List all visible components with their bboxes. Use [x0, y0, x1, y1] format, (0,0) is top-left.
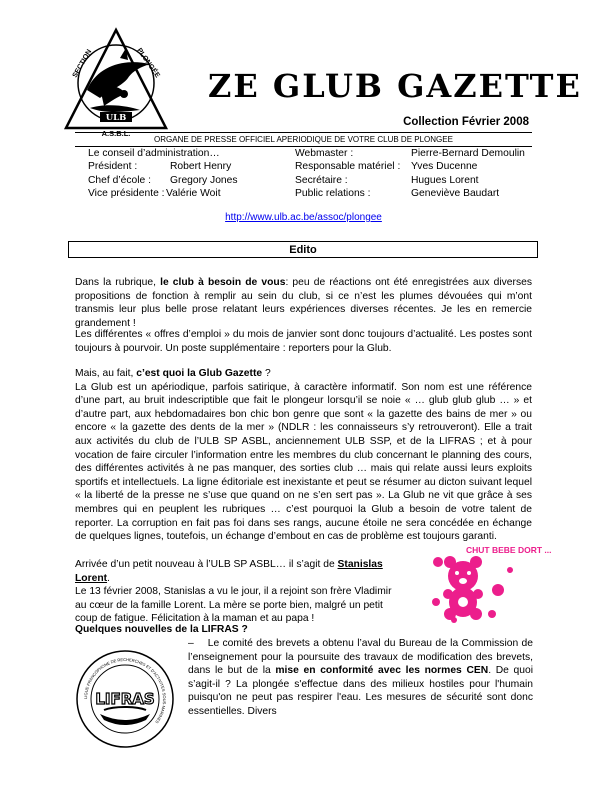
header-divider-top — [75, 132, 532, 133]
paragraph-text: : peu de réactions ont été enregistrées aux diverses propositions de fonction à remplir au sein du club, si ce n’est les plumes dévouées qui m’ont transmis leur plus belle prose relatant leurs expériences diverses récentes. Je les en remercie grandement ! — [75, 277, 532, 329]
paragraph-lifras — [188, 637, 533, 719]
staff-person: Gregory Jones — [170, 174, 238, 186]
paragraph-text: Dans la rubrique, — [75, 277, 161, 288]
staff-row — [88, 174, 538, 187]
paragraph-text: La Glub est un apériodique, parfois satirique, à caractère informatif. Son nom est une référence d’une part, au bruit indescriptible que fait le plongeur lorsqu’il se noie « … glub glub glub … » et d’autre part, aux hebdomadaires bon chic bon genre que sont « la gazette des bains de mer » ou encore « la gazette des dents de la mer » (NDLR : les connaisseurs s’y retrouveront). Elle a trait aux activités du club de l’ULB SP ASBL, anciennement ULB SSP, et de la LIFRAS ; et à pour vocation de faire circuler l’information entre les membres du club concernant le planning des cours, des différentes activités à ne pas manquer, des sorties club … mais qui relate aussi leurs exploits sportifs et intellectuels. La ligne éditoriale est inexistante et peut se résumer au dicton suivant lequel « la liberté de la presse ne s’use que quand on ne s’en sert pas ». La Glub ne vit que grâce à ses membres qui en peuplent les rubriques … c’est pourquoi la Glub a besoin de votre talent de reporter. La corruption en fait pas foi dans ses rangs, aucune étoile ne sera concédée en échange de quelques lignes, toutefois, un échange d’embout en cas de problème est toujours garanti. — [75, 381, 532, 543]
staff-row — [88, 187, 538, 200]
staff-person: Hugues Lorent — [411, 174, 479, 186]
edito-heading: Edito — [68, 241, 538, 258]
staff-person: Yves Ducenne — [411, 161, 478, 173]
teddy-bear-icon — [432, 556, 513, 623]
staff-person: Geneviève Baudart — [411, 188, 500, 200]
staff-row — [88, 147, 538, 160]
staff-role: Secrétaire : — [295, 174, 348, 186]
paragraph-help-wanted — [75, 276, 532, 330]
lifras-logo — [74, 648, 176, 750]
staff-row — [88, 160, 538, 173]
staff-role: Webmaster : — [295, 148, 354, 159]
paragraph-text: Le 13 février 2008, Stanislas a vu le jour, il a rejoint son frère Vladimir au cœur de la famille Lorent. La mère se porte bien, malgré un petit coup de fatigue. Félicitation à la maman et au papa ! — [75, 586, 392, 625]
logo-section-text: SECTION — [71, 48, 94, 79]
staff-list — [88, 147, 538, 201]
staff-person: Valérie Woit — [166, 188, 221, 200]
staff-role: Public relations : — [295, 188, 371, 200]
staff-person: Robert Henry — [170, 161, 232, 173]
club-website-link[interactable]: http://www.ulb.ac.be/assoc/plongee — [225, 212, 382, 223]
paragraph-bold: mise en conformité avec les normes CEN — [275, 665, 489, 677]
teddy-bear-illustration — [430, 540, 552, 625]
logo-asbl-text: A.S.B.L. — [101, 129, 131, 138]
lifras-news-heading: Quelques nouvelles de la LIFRAS ? — [75, 624, 248, 635]
logo-plongee-text: PLONGÉE — [135, 47, 161, 80]
paragraph-birth — [75, 558, 405, 626]
paragraph-bold: le club à besoin de vous — [160, 277, 286, 288]
staff-role: Le conseil d’administration… — [88, 148, 220, 159]
logo-ulb-text: ULB — [105, 113, 127, 123]
lifras-wordmark: LIFRAS — [95, 690, 155, 708]
tagline: ORGANE DE PRESSE OFFICIEL APERIODIQUE DE VOTRE CLUB DE PLONGEE — [154, 135, 453, 144]
paragraph-text: . — [107, 572, 110, 584]
lifras-ring-text: LIGUE FRANCOPHONE DE RECHERCHES ET D'ACTIVITES SOUS-MARINES — [82, 656, 168, 725]
paragraph-text: Le comité des brevets a obtenu l’aval du Bureau de la Commission de l’enseignement pour la poursuite des travaux de modification des brevets, dans le but de la — [188, 638, 533, 677]
paragraph-job-offers: Les différentes « offres d’emploi » du mois de janvier sont donc toujours d’actualité. Les postes sont toujours à pourvoir. Un poste supplémentaire : reporters pour la Glub. — [75, 329, 532, 354]
staff-person: Pierre-Bernard Demoulin — [411, 148, 525, 159]
paragraph-bold: c’est quoi la Glub Gazette — [136, 368, 263, 379]
chut-bebe-text: CHUT BEBE DORT ... — [466, 545, 552, 555]
paragraph-text: . De quoi s’agit-il ? La plongée s'effectue dans des milieux hostiles pour l'humain puisqu'on ne peut pas respirer l'eau. Les mesures de sécurité sont donc essentielles. Divers — [188, 665, 533, 717]
collection-date: Collection Février 2008 — [403, 116, 529, 128]
paragraph-text: Mais, au fait, — [75, 368, 137, 379]
staff-role: Président : — [88, 161, 138, 173]
paragraph-about-glub — [75, 367, 532, 544]
list-dash: – — [188, 638, 194, 649]
paragraph-text: ? — [262, 368, 271, 379]
club-logo — [62, 28, 170, 138]
staff-role: Responsable matériel : — [295, 161, 401, 173]
gazette-title: ZE GLUB GAZETTE — [208, 67, 582, 105]
staff-role: Vice présidente : — [88, 188, 165, 200]
baby-name: Stanislas Lorent — [75, 559, 383, 584]
staff-role: Chef d’école : — [88, 174, 151, 186]
paragraph-text: Arrivée d’un petit nouveau à l’ULB SP ASBL… il s’agit de — [75, 559, 338, 570]
